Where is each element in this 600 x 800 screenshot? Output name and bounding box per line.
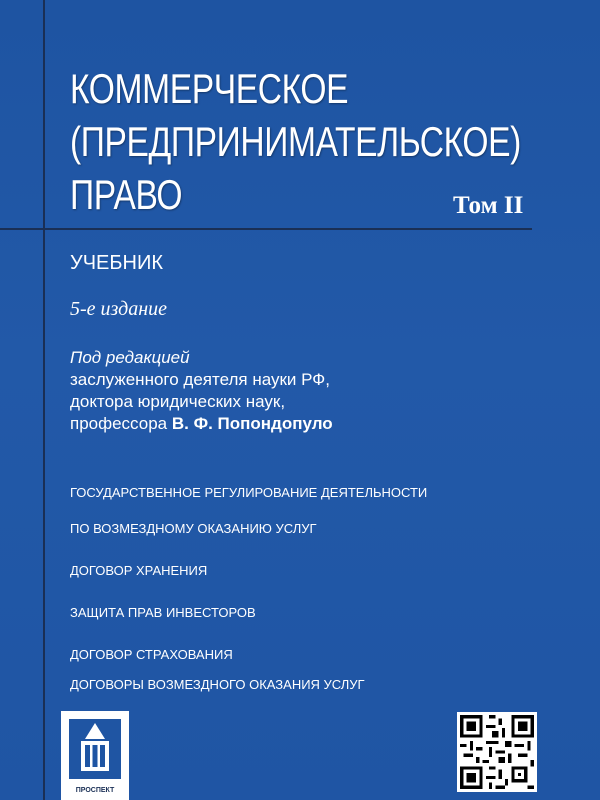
book-kind: УЧЕБНИК bbox=[70, 252, 163, 274]
topic-item: ГОСУДАРСТВЕННОЕ РЕГУЛИРОВАНИЕ ДЕЯТЕЛЬНОСТИ bbox=[70, 485, 428, 500]
title-line-3: ПРАВО bbox=[70, 171, 183, 218]
topics-list bbox=[70, 484, 427, 706]
editors-block bbox=[70, 347, 333, 435]
editors-line-2: доктора юридических наук, bbox=[70, 392, 286, 411]
volume-label: Том II bbox=[453, 192, 524, 219]
title-line-2: (ПРЕДПРИНИМАТЕЛЬСКОЕ) bbox=[70, 118, 521, 165]
topic-item: ПО ВОЗМЕЗДНОМУ ОКАЗАНИЮ УСЛУГ bbox=[70, 521, 317, 536]
title-line-1: КОММЕРЧЕСКОЕ bbox=[70, 65, 349, 112]
topic-item: ДОГОВОРЫ ВОЗМЕЗДНОГО ОКАЗАНИЯ УСЛУГ bbox=[70, 677, 365, 692]
topic-item: ДОГОВОР СТРАХОВАНИЯ bbox=[70, 647, 233, 662]
horizontal-rule bbox=[0, 228, 532, 230]
vertical-rule bbox=[43, 0, 45, 800]
topic-item: ЗАЩИТА ПРАВ ИНВЕСТОРОВ bbox=[70, 605, 256, 620]
publisher-logo bbox=[61, 711, 129, 800]
qr-code bbox=[457, 712, 537, 792]
editors-intro: Под редакцией bbox=[70, 348, 190, 367]
edition-label: 5-е издание bbox=[70, 298, 167, 320]
topic-item: ДОГОВОР ХРАНЕНИЯ bbox=[70, 563, 208, 578]
svg-text:ПРОСПЕКТ: ПРОСПЕКТ bbox=[75, 787, 115, 794]
editors-line-1: заслуженного деятеля науки РФ, bbox=[70, 370, 330, 389]
editor-title: профессора bbox=[70, 414, 172, 433]
editors-line-3 bbox=[70, 413, 333, 435]
editor-name: В. Ф. Попондопуло bbox=[171, 414, 333, 433]
